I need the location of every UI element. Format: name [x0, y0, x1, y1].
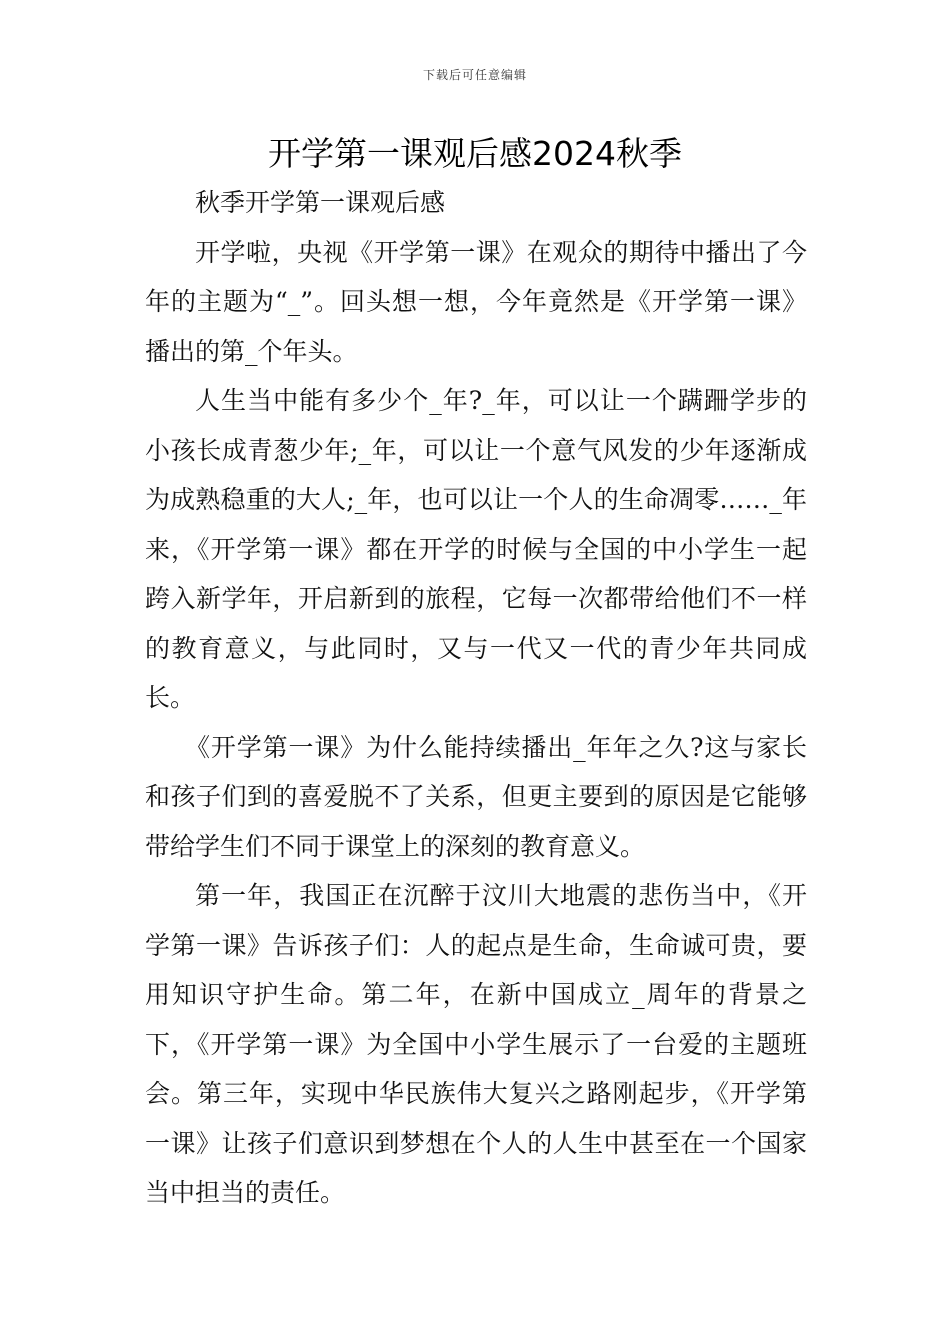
header-note: 下载后可任意编辑	[422, 68, 527, 82]
paragraph-2: 人生当中能有多少个_年?_年，可以让一个蹒跚学步的小孩长成青葱少年;_年，可以让一个意气风发的少年逐渐成为成熟稳重的大人;_年，也可以让一个人的生命凋零……_年来，《开学第一课》都在开学的时候与全国的中小学生一起跨入新学年，开启新到的旅程，它每一次都带给他们不一样的教育意义，与此同时，又与一代又一代的青少年共同成长。	[145, 386, 807, 712]
paragraph-1: 开学啦，央视《开学第一课》在观众的期待中播出了今年的主题为“_”。回头想一想，今年竟然是《开学第一课》播出的第_个年头。	[145, 237, 807, 366]
paragraph-3: 《开学第一课》为什么能持续播出_年年之久?这与家长和孩子们到的喜爱脱不了关系，但更主要到的原因是它能够带给学生们不同于课堂上的深刻的教育意义。	[145, 732, 807, 861]
document-subtitle: 秋季开学第一课观后感	[195, 188, 446, 217]
document-body	[145, 178, 807, 1218]
paragraph-4: 第一年，我国正在沉醉于汶川大地震的悲伤当中，《开学第一课》告诉孩子们：人的起点是生命，生命诚可贵，要用知识守护生命。第二年，在新中国成立_周年的背景之下，《开学第一课》为全国中小学生展示了一台爱的主题班会。第三年，实现中华民族伟大复兴之路刚起步，《开学第一课》让孩子们意识到梦想在个人的人生中甚至在一个国家当中担当的责任。	[145, 881, 807, 1207]
document-title: 开学第一课观后感2024秋季	[268, 134, 682, 173]
